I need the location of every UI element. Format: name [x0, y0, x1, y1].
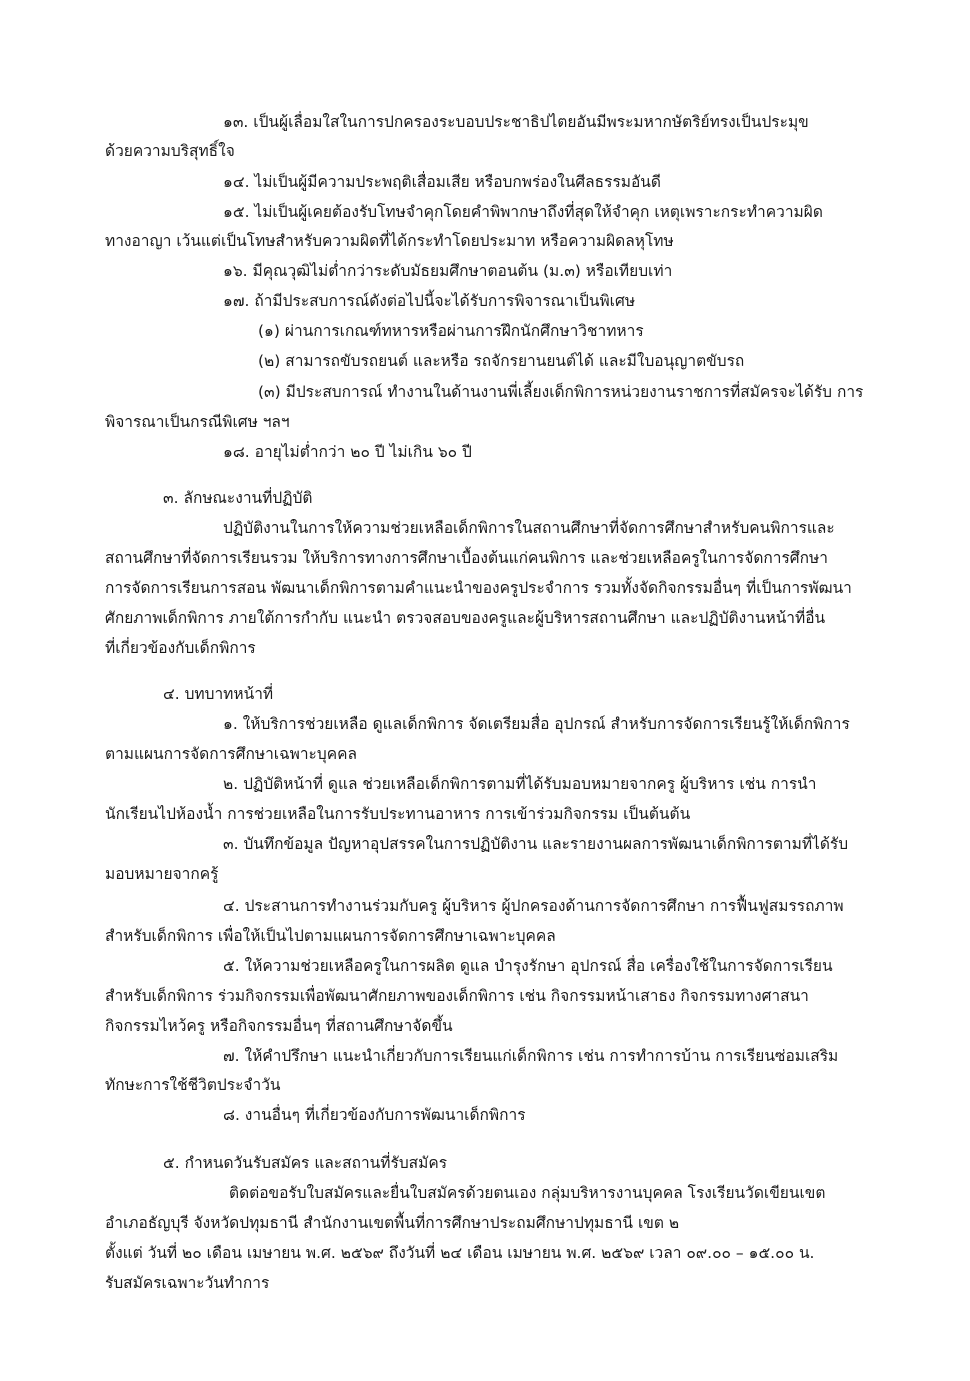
duty-2-line2: นักเรียนไปห้องน้ำ การช่วยเหลือในการรับประทานอาหาร การเข้าร่วมกิจกรรม เป็นต้นต้น	[105, 805, 691, 823]
qualification-16: ๑๖. มีคุณวุฒิไม่ต่ำกว่าระดับมัธยมศึกษาตอนต้น (ม.๓) หรือเทียบเท่า	[223, 262, 673, 280]
section5-line4: รับสมัครเฉพาะวันทำการ	[105, 1274, 270, 1292]
duty-1-line2: ตามแผนการจัดการศึกษาเฉพาะบุคคล	[105, 745, 357, 763]
section3-heading: ๓. ลักษณะงานที่ปฏิบัติ	[163, 489, 313, 507]
qualification-17-item1: (๑) ผ่านการเกณฑ์ทหารหรือผ่านการฝึกนักศึกษาวิชาทหาร	[258, 322, 644, 340]
duty-7-line1: ๗. ให้คำปรึกษา แนะนำเกี่ยวกับการเรียนแก่เด็กพิการ เช่น การทำการบ้าน การเรียนซ่อมเสริม	[223, 1047, 839, 1065]
qualification-15-line2: ทางอาญา เว้นแต่เป็นโทษสำหรับความผิดที่ได้กระทำโดยประมาท หรือความผิดลหุโทษ	[105, 232, 674, 250]
qualification-13-line2: ด้วยความบริสุทธิ์ใจ	[105, 142, 235, 160]
qualification-18: ๑๘. อายุไม่ต่ำกว่า ๒๐ ปี ไม่เกิน ๖๐ ปี	[223, 443, 472, 461]
section5-line3: ตั้งแต่ วันที่ ๒๐ เดือน เมษายน พ.ศ. ๒๕๖๙ ถึงวันที่ ๒๔ เดือน เมษายน พ.ศ. ๒๕๖๙ เวลา ๐๙.๐๐ – ๑๕.๐๐ น.	[105, 1244, 815, 1262]
qualification-17-item3-line1: (๓) มีประสบการณ์ ทำงานในด้านงานพี่เลี้ยงเด็กพิการหน่วยงานราชการที่สมัครจะได้รับ การ	[258, 383, 864, 401]
duty-5-line2: สำหรับเด็กพิการ ร่วมกิจกรรมเพื่อพัฒนาศักยภาพของเด็กพิการ เช่น กิจกรรมหน้าเสาธง กิจกรรมทางศาสนา	[105, 987, 809, 1005]
duty-5-line3: กิจกรรมไหว้ครู หรือกิจกรรมอื่นๆ ที่สถานศึกษาจัดขึ้น	[105, 1017, 453, 1035]
qualification-14: ๑๔. ไม่เป็นผู้มีความประพฤติเสื่อมเสีย หรือบกพร่องในศีลธรรมอันดี	[223, 173, 661, 191]
section5-line1: ติดต่อขอรับใบสมัครและยื่นใบสมัครด้วยตนเอง กลุ่มบริหารงานบุคคล โรงเรียนวัดเขียนเขต	[229, 1184, 826, 1202]
section3-line5: ที่เกี่ยวข้องกับเด็กพิการ	[105, 639, 256, 657]
section4-heading: ๔. บทบาทหน้าที่	[163, 685, 274, 703]
qualification-17-item3-line2: พิจารณาเป็นกรณีพิเศษ ฯลฯ	[105, 413, 290, 431]
section5-line2: อำเภอธัญบุรี จังหวัดปทุมธานี สำนักงานเขตพื้นที่การศึกษาประถมศึกษาปทุมธานี เขต ๒	[105, 1214, 680, 1232]
duty-8: ๘. งานอื่นๆ ที่เกี่ยวข้องกับการพัฒนาเด็กพิการ	[223, 1106, 526, 1124]
duty-7-line2: ทักษะการใช้ชีวิตประจำวัน	[105, 1076, 281, 1094]
qualification-13-line1: ๑๓. เป็นผู้เลื่อมใสในการปกครองระบอบประชาธิปไตยอันมีพระมหากษัตริย์ทรงเป็นประมุข	[223, 113, 809, 131]
duty-3-line2: มอบหมายจากครู้	[105, 865, 219, 883]
duty-1-line1: ๑. ให้บริการช่วยเหลือ ดูแลเด็กพิการ จัดเตรียมสื่อ อุปกรณ์ สำหรับการจัดการเรียนรู้ให้เด็กพิการ	[223, 715, 850, 733]
section5-heading: ๕. กำหนดวันรับสมัคร และสถานที่รับสมัคร	[163, 1154, 448, 1172]
duty-4-line2: สำหรับเด็กพิการ เพื่อให้เป็นไปตามแผนการจัดการศึกษาเฉพาะบุคคล	[105, 927, 556, 945]
section3-line4: ศักยภาพเด็กพิการ ภายใต้การกำกับ แนะนำ ตรวจสอบของครูและผู้บริหารสถานศึกษา และปฏิบัติงานหน้าที่อื่น	[105, 609, 826, 627]
section3-line3: การจัดการเรียนการสอน พัฒนาเด็กพิการตามคำแนะนำของครูประจำการ รวมทั้งจัดกิจกรรมอื่นๆ ที่เป็นการพัฒนา	[105, 579, 852, 597]
section3-line2: สถานศึกษาที่จัดการเรียนรวม ให้บริการทางการศึกษาเบื้องต้นแก่คนพิการ และช่วยเหลือครูในการจัดการศึกษา	[105, 549, 828, 567]
duty-4-line1: ๔. ประสานการทำงานร่วมกับครู ผู้บริหาร ผู้ปกครองด้านการจัดการศึกษา การฟื้นฟูสมรรถภาพ	[223, 897, 844, 915]
duty-2-line1: ๒. ปฏิบัติหน้าที่ ดูแล ช่วยเหลือเด็กพิการตามที่ได้รับมอบหมายจากครู ผู้บริหาร เช่น การนำ	[223, 775, 817, 793]
qualification-17-item2: (๒) สามารถขับรถยนต์ และหรือ รถจักรยานยนต์ได้ และมีใบอนุญาตขับรถ	[258, 352, 745, 370]
qualification-15-line1: ๑๕. ไม่เป็นผู้เคยต้องรับโทษจำคุกโดยคำพิพากษาถึงที่สุดให้จำคุก เหตุเพราะกระทำความผิด	[223, 203, 823, 221]
duty-3-line1: ๓. บันทึกข้อมูล ปัญหาอุปสรรคในการปฏิบัติงาน และรายงานผลการพัฒนาเด็กพิการตามที่ได้รับ	[223, 835, 849, 853]
section3-line1: ปฏิบัติงานในการให้ความช่วยเหลือเด็กพิการในสถานศึกษาที่จัดการศึกษาสำหรับคนพิการและ	[223, 519, 835, 537]
qualification-17: ๑๗. ถ้ามีประสบการณ์ดังต่อไปนี้จะได้รับการพิจารณาเป็นพิเศษ	[223, 292, 636, 310]
duty-5-line1: ๕. ให้ความช่วยเหลือครูในการผลิต ดูแล บำรุงรักษา อุปกรณ์ สื่อ เครื่องใช้ในการจัดการเรียน	[223, 957, 833, 975]
